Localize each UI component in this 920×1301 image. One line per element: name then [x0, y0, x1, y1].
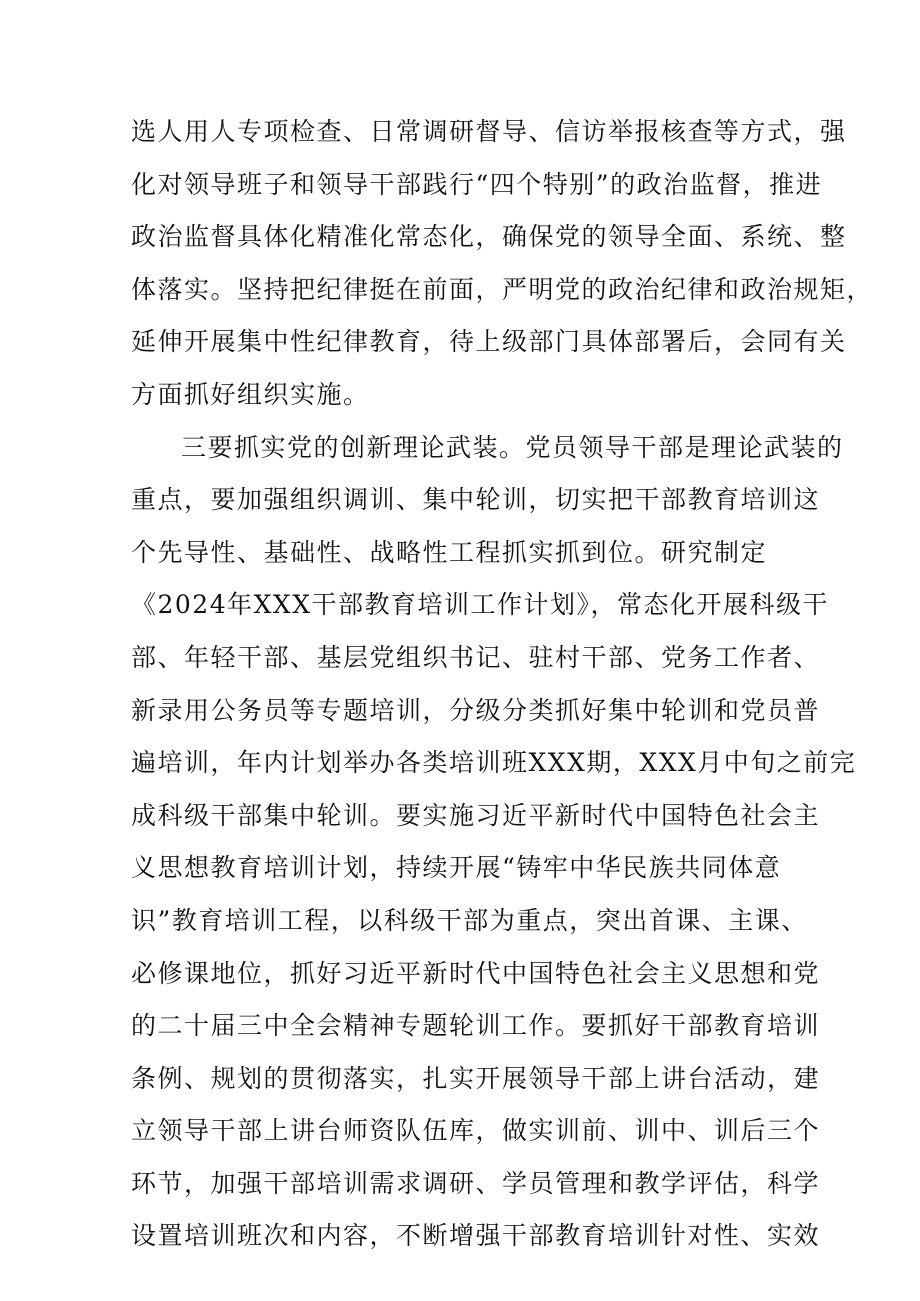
body-line-6: 方面抓好组织实施。	[131, 379, 370, 409]
body-line-20: 立领导干部上讲台师资队伍库，做实训前、训中、训后三个	[131, 1116, 821, 1146]
body-line-17: 必修课地位，抓好习近平新时代中国特色社会主义思想和党	[131, 958, 821, 988]
body-line-19: 条例、规划的贯彻落实，扎实开展领导干部上讲台活动，建	[131, 1063, 821, 1093]
body-line-22: 设置培训班次和内容，不断增强干部教育培训针对性、实效	[131, 1221, 821, 1251]
body-line-2: 化对领导班子和领导干部践行“四个特别”的政治监督，推进	[131, 169, 823, 199]
body-line-13: 遍培训，年内计划举办各类培训班XXX期，XXX月中旬之前完	[131, 748, 857, 778]
body-line-1: 选人用人专项检查、日常调研督导、信访举报核查等方式，强	[131, 117, 847, 146]
body-line-16: 识”教育培训工程，以科级干部为重点，突出首课、主课、	[131, 905, 808, 935]
body-line-15: 义思想教育培训计划，持续开展“铸牢中华民族共同体意	[131, 853, 782, 883]
body-line-9: 个先导性、基础性、战略性工程抓实抓到位。研究制定	[131, 537, 768, 567]
document-body	[131, 106, 874, 1263]
body-line-10: 《2024年XXX干部教育培训工作计划》，常态化开展科级干	[131, 590, 830, 620]
body-line-3: 政治监督具体化精准化常态化，确保党的领导全面、系统、整	[131, 222, 847, 252]
body-line-21: 环节，加强干部培训需求调研、学员管理和教学评估，科学	[131, 1168, 821, 1198]
body-line-11: 部、年轻干部、基层党组织书记、驻村干部、党务工作者、	[131, 642, 821, 672]
body-line-14: 成科级干部集中轮训。要实施习近平新时代中国特色社会主	[131, 800, 821, 830]
body-line-18: 的二十届三中全会精神专题轮训工作。要抓好干部教育培训	[131, 1011, 821, 1041]
body-line-8: 重点，要加强组织调训、集中轮训，切实把干部教育培训这	[131, 485, 821, 515]
body-line-5: 延伸开展集中性纪律教育，待上级部门具体部署后，会同有关	[131, 327, 847, 357]
body-line-4: 体落实。坚持把纪律挺在前面，严明党的政治纪律和政治规矩，	[131, 274, 874, 304]
paragraph-start-line: 三要抓实党的创新理论武装。党员领导干部是理论武装的	[181, 432, 844, 462]
body-line-12: 新录用公务员等专题培训，分级分类抓好集中轮训和党员普	[131, 695, 821, 725]
